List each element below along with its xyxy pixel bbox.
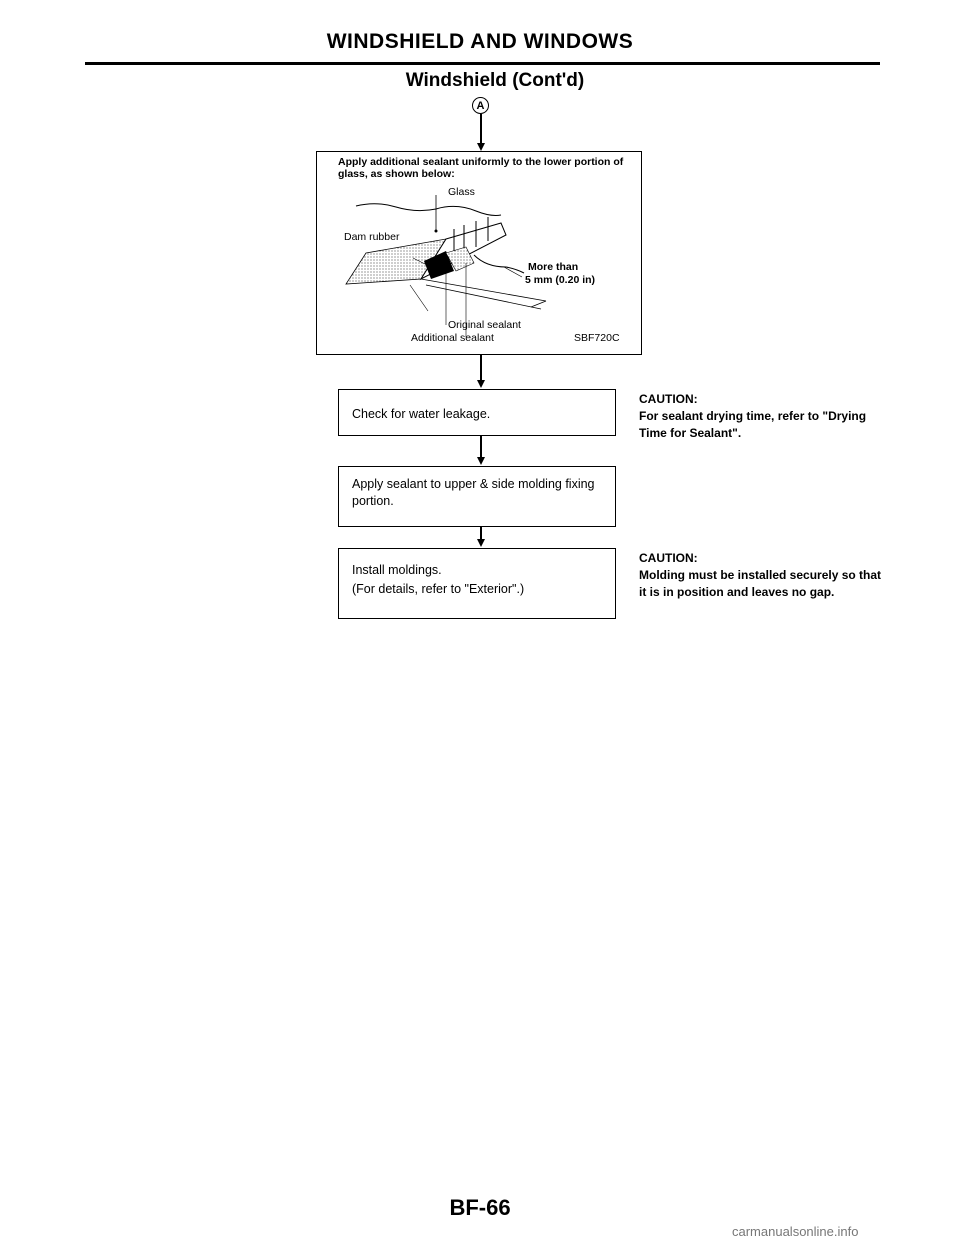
watermark: carmanualsonline.info [732,1224,859,1239]
label-more-than: More than [528,261,579,273]
label-additional-sealant: Additional sealant [411,332,494,344]
arrow-down-icon [477,539,485,547]
header-rule [85,62,880,65]
caution-heading: CAUTION: [639,392,698,406]
step-text: Apply sealant to upper & side molding fixing portion. [352,477,595,508]
label-original-sealant: Original sealant [448,319,521,331]
diagram-instruction: Apply additional sealant uniformly to the lower portion of glass, as shown below: [338,156,624,180]
step-text-line1: Install moldings. [352,563,442,577]
flow-line [480,355,482,381]
flow-line [480,436,482,458]
flow-line [480,114,482,144]
page-number: BF-66 [449,1195,511,1220]
page-subtitle: Windshield (Cont'd) [405,70,585,91]
section-title: WINDSHIELD AND WINDOWS [326,30,634,53]
connector-a-icon [472,97,489,114]
caution-text: For sealant drying time, refer to "Drying Time for Sealant". [639,409,867,440]
figure-code: SBF720C [574,332,620,344]
label-dam-rubber: Dam rubber [344,231,400,243]
connector-a-label: A [476,100,485,112]
label-distance: 5 mm (0.20 in) [525,274,596,286]
label-glass: Glass [448,186,475,198]
step-text-line2: (For details, refer to "Exterior".) [352,582,525,596]
caution-text: Molding must be installed securely so that it is in position and leaves no gap. [639,568,882,599]
arrow-down-icon [477,457,485,465]
caution-heading: CAUTION: [639,551,698,565]
step-text: Check for water leakage. [352,407,491,421]
arrow-down-icon [477,143,485,151]
arrow-down-icon [477,380,485,388]
